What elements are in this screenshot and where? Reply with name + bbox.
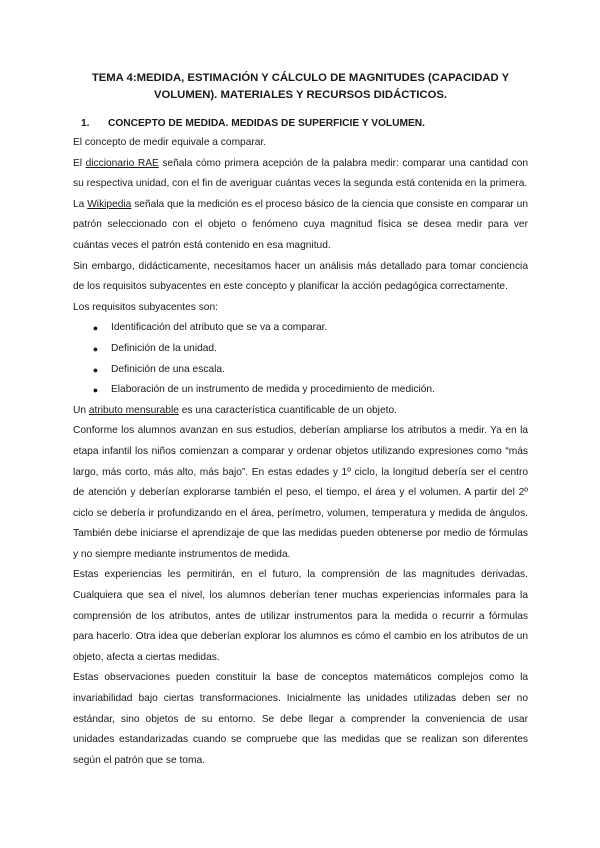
bullet-icon: ● xyxy=(92,385,99,396)
list-item-text: Definición de una escala. xyxy=(111,363,225,375)
paragraph-rae-post: señala cómo primera acepción de la palabra medir: comparar una cantidad con su respectiva unidad, con el fin de averiguar cuántas veces la segunda está contenida en la primera. xyxy=(73,157,529,190)
paragraph-rae xyxy=(73,154,528,195)
list-item xyxy=(73,339,528,360)
section-heading xyxy=(73,117,528,131)
bullet-icon: ● xyxy=(92,364,99,375)
list-item xyxy=(73,380,528,401)
paragraph-conforme: Conforme los alumnos avanzan en sus estudios, deberían ampliarse los atributos a medir. Ya en la etapa infantil los niños comienzan a comparar y ordenar objetos utilizando expresiones como “más largo, más corto, más alto, más bajo”. En estas edades y 1º ciclo, la longitud debería ser el centro de atención y deberían explorarse también el peso, el tiempo, el área y el volumen. A partir del 2º ciclo se debería ir profundizando en el área, perímetro, volumen, temperatura y medida de ángulos. También debe iniciarse el aprendizaje de que las medidas pueden obtenerse por medio de fórmulas y no siempre mediante instrumentos de medida. xyxy=(73,425,528,560)
bullet-icon: ● xyxy=(92,323,99,334)
section-title: CONCEPTO DE MEDIDA. MEDIDAS DE SUPERFICIE Y VOLUMEN. xyxy=(108,118,425,129)
paragraph-atributo-pre: Un xyxy=(73,404,89,416)
paragraph-didactica: Sin embargo, didácticamente, necesitamos hacer un análisis más detallado para tomar conciencia de los requisitos subyacentes en este concepto y planificar la acción pedagógica correctamente. xyxy=(73,260,528,293)
link-atributo-mensurable[interactable]: atributo mensurable xyxy=(88,404,179,416)
requisitos-list xyxy=(73,318,528,400)
bullet-icon: ● xyxy=(92,343,99,354)
link-diccionario-rae[interactable]: diccionario RAE xyxy=(85,157,159,169)
paragraph-atributo xyxy=(73,401,528,422)
section-number: 1. xyxy=(81,118,90,129)
paragraph-observaciones: Estas observaciones pueden constituir la base de conceptos matemáticos complejos como la invariabilidad bajo ciertas transformaciones. Inicialmente las unidades utilizadas deben ser no estándar, sino objetos de su entorno. Se debe llegar a comprender la conveniencia de usar unidades estandarizadas cuando se compruebe que las medidas que se realizan son diferentes según el patrón que se toma. xyxy=(73,672,528,766)
paragraph-experiencias: Estas experiencias les permitirán, en el futuro, la comprensión de las magnitudes derivadas. Cualquiera que sea el nivel, los alumnos deberían tener muchas experiencias informales para la comprensión de los atributos, antes de utilizar instrumentos para la medida o recurrir a fórmulas para hacerlo. Otra idea que deberían explorar los alumnos es cómo el cambio en los atributos de un objeto, afecta a ciertas medidas. xyxy=(73,569,528,663)
list-item-text: Identificación del atributo que se va a comparar. xyxy=(111,322,328,334)
paragraph-wikipedia xyxy=(73,195,528,257)
paragraph-wikipedia-post: señala que la medición es el proceso básico de la ciencia que consiste en comparar un patrón seleccionado con el objeto o fenómeno cuya magnitud física se desea medir para ver cuántas veces el patrón está contenido en esa magnitud. xyxy=(73,198,528,251)
paragraph-wikipedia-pre: La xyxy=(73,198,88,210)
list-item-text: Definición de la unidad. xyxy=(111,342,217,354)
list-item xyxy=(73,318,528,339)
paragraph-atributo-post: es una característica cuantificable de un objeto. xyxy=(178,404,397,416)
paragraph-definition: El concepto de medir equivale a comparar. xyxy=(73,137,267,148)
link-wikipedia[interactable]: Wikipedia xyxy=(87,198,132,210)
list-item-text: Elaboración de un instrumento de medida y procedimiento de medición. xyxy=(111,384,435,396)
document-title: TEMA 4:MEDIDA, ESTIMACIÓN Y CÁLCULO DE MAGNITUDES (CAPACIDAD Y VOLUMEN). MATERIALES Y RECURSOS DIDÁCTICOS. xyxy=(91,72,510,101)
paragraph-requisitos-intro: Los requisitos subyacentes son: xyxy=(73,301,218,313)
paragraph-rae-pre: El xyxy=(73,157,86,169)
list-item xyxy=(73,360,528,381)
